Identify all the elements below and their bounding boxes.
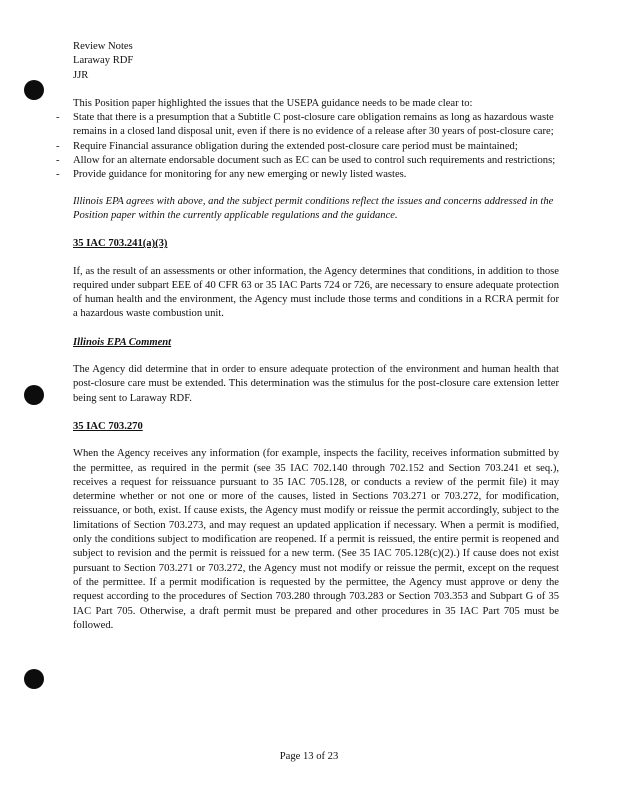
section-body-703-270: When the Agency receives any information (for example, inspects the facility, receives information submitted by the permittee, as required in the permit (see 35 IAC 702.140 through 702.152 and Section 703.241 et seq.), receives a request for reissuance pursuant to 35 IAC 705.128, or conducts a review of the permit file) it may determine whether or not one or more of the causes, listed in Sections 703.271 or 703.272, for modification, reissuance, or both, exist. If cause exists, the Agency must modify or reissue the permit accordingly, subject to the limitations of Section 703.273, and may request an updated application if necessary. When a permit is modified, only the conditions subject to modification are reopened. If a permit is reissued, the entire permit is reopened and subject to revision and the permit is reissued for a new term. (See 35 IAC 705.128(c)(2).) If cause does not exist pursuant to Section 703.271 or 703.272, the Agency must not modify or reissue the permit, except on the request of the permittee. If a permit modification is requested by the permittee, the Agency must approve or deny the request according to the procedures of Section 703.280 through 703.283 or Section 703.353 and Subpart G of 35 IAC Part 705. Otherwise, a draft permit must be prepared and other procedures in 35 IAC Part 705 must be followed. [73, 448, 559, 631]
document-body [56, 40, 559, 647]
list-item-text: State that there is a presumption that a Subtitle C post-closure care obligation remains as long as hazardous waste remains in a closed land disposal unit, even if there is no evidence of a release after 30 years of post-closure care; [73, 112, 554, 138]
agency-agreement-note: Illinois EPA agrees with above, and the subject permit conditions reflect the issues and concerns addressed in the Position paper within the currently applicable regulations and the guidance. [73, 195, 554, 221]
section-heading-703-241: 35 IAC 703.241(a)(3) [73, 238, 168, 250]
bullet-dash: - [56, 140, 60, 152]
list-item [56, 140, 559, 154]
issues-list [56, 111, 559, 182]
bullet-dash: - [56, 112, 60, 124]
bullet-dash: - [56, 169, 60, 181]
list-item-text: Provide guidance for monitoring for any new emerging or newly listed wastes. [73, 169, 407, 181]
section-body-703-241: If, as the result of an assessments or other information, the Agency determines that conditions, in addition to those required under subpart EEE of 40 CFR 63 or 35 IAC Parts 724 or 726, are necessary to ensure adequate protection of human health and the environment, the Agency must include those terms and conditions in a RCRA permit for a hazardous waste combustion unit. [73, 265, 559, 320]
punch-hole-top [24, 80, 44, 100]
list-item-text: Require Financial assurance obligation during the extended post-closure care period must be maintained; [73, 140, 518, 152]
header-initials: JJR [73, 69, 89, 81]
punch-hole-middle [24, 385, 44, 405]
document-header [73, 40, 559, 83]
list-item-text: Allow for an alternate endorsable document such as EC can be used to control such requirements and restrictions; [73, 155, 556, 167]
list-item [56, 111, 559, 140]
list-item [56, 154, 559, 168]
comment-body: The Agency did determine that in order to ensure adequate protection of the environment and human health that post-closure care must be extended. This determination was the stimulus for the post-closure care extension letter being sent to Laraway RDF. [73, 364, 559, 404]
bullet-dash: - [56, 155, 60, 167]
header-facility: Laraway RDF [73, 55, 134, 67]
intro-paragraph: This Position paper highlighted the issues that the USEPA guidance needs to be made clear to: [73, 97, 473, 109]
header-title: Review Notes [73, 41, 133, 52]
section-heading-703-270: 35 IAC 703.270 [73, 420, 143, 432]
page-number: Page 13 of 23 [279, 751, 339, 762]
punch-hole-bottom [24, 669, 44, 689]
list-item [56, 168, 559, 182]
comment-heading: Illinois EPA Comment [73, 336, 172, 348]
